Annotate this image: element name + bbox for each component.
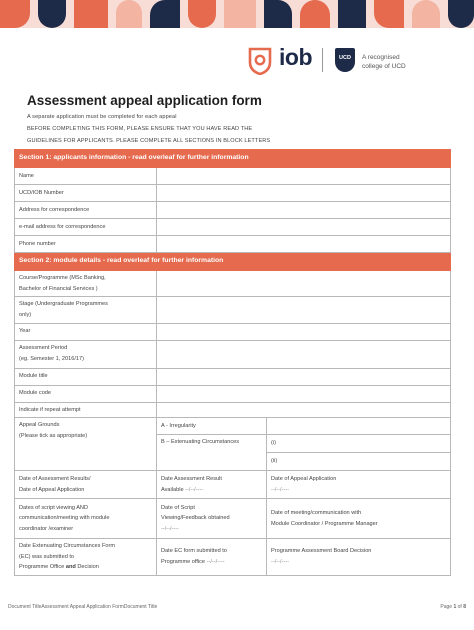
field-label: Module title [15,368,157,385]
result-available-date-field[interactable] [157,471,267,499]
banner-shape [338,0,366,28]
header-banner [0,0,474,28]
label-line: Date of Appeal Application [271,476,337,482]
section-header-row [15,253,451,271]
table-row [15,297,451,323]
table-row [15,385,451,402]
label-line: Date of Script [161,504,195,511]
banner-shape [150,0,180,28]
page-current: 1 [453,604,457,610]
field-label: e-mail address for correspondence [15,219,157,236]
field-label [15,471,157,499]
extenuating-ii-box[interactable]: (ii) [267,453,451,471]
banner-shape [224,0,256,28]
intro-text: BEFORE COMPLETING THIS FORM, PLEASE ENSURE THAT YOU HAVE READ THE [27,126,253,132]
meeting-date-field[interactable] [267,499,451,539]
intro-text: GUIDELINES FOR APPLICANTS. PLEASE COMPLETE ALL SECTIONS IN BLOCK LETTERS [27,138,271,144]
banner-shape [264,0,292,28]
assessment-period-input[interactable] [157,340,451,368]
label-line: Date of Appeal Application [19,486,85,493]
banner-shape [374,0,404,28]
board-decision-date-field[interactable] [267,539,451,576]
label-line: (eg. Semester 1, 2016/17) [19,356,84,362]
label-line: Programme office [161,559,206,566]
date-placeholder: --/--/---- [161,525,180,532]
logo-area [0,44,474,80]
field-label [15,297,157,323]
label-line: coordinator /examiner [19,525,74,532]
banner-shape [188,0,216,28]
table-row [15,271,451,297]
table-row [15,340,451,368]
footer-page-number [440,604,466,610]
repeat-attempt-input[interactable] [157,402,451,418]
address-input[interactable] [157,202,451,219]
course-input[interactable] [157,271,451,297]
banner-shape [0,0,30,28]
irregularity-tick-box[interactable] [267,418,451,435]
year-input[interactable] [157,323,451,340]
field-label: Indicate if repeat attempt [15,402,157,418]
table-row [15,323,451,340]
date-placeholder: --/--/---- [271,559,290,566]
section-2-heading: Section 2: module details - read overleaf for further information [15,253,451,271]
page-title: Assessment appeal application form [27,93,262,108]
label-line: communication/meeting with module [19,515,110,522]
table-row [15,185,451,202]
table-row [15,236,451,253]
module-code-input[interactable] [157,385,451,402]
extenuating-i-box[interactable]: (i) [267,435,451,453]
label-line: Programme Assessment Board Decision [271,548,372,555]
field-label [15,418,157,471]
label-line: Dates of script viewing AND [19,504,89,511]
label-line: Assessment Period [19,345,68,352]
date-placeholder: --/--/---- [271,486,290,493]
label-line: Date Assessment Result [161,476,222,482]
field-label: Module code [15,385,157,402]
phone-input[interactable] [157,236,451,253]
table-row [15,471,451,499]
table-row [15,368,451,385]
field-label [15,271,157,297]
iob-logo-text: iob [279,44,312,70]
field-label: Phone number [15,236,157,253]
module-title-input[interactable] [157,368,451,385]
recognised-college-text [362,53,406,71]
label-line: Decision [77,564,99,571]
table-row [15,418,451,435]
page-word: Page [440,604,453,610]
label-line: Stage (Undergraduate Programmes [19,301,108,308]
footer-document-title: Document TitleAssessment Appeal Application FormDocument Title [8,604,158,610]
label-line: Appeal Grounds [19,422,60,429]
recognised-line: college of UCD [362,63,406,70]
table-row [15,202,451,219]
section-header-row [15,150,451,168]
banner-shape [116,0,142,28]
iob-shield-icon [248,47,272,75]
name-input[interactable] [157,168,451,185]
label-line: Bachelor of Financial Services ) [19,285,98,292]
label-line: Viewing/Feedback obtained [161,515,230,522]
label-line: only) [19,311,32,318]
label-line: and [65,564,76,571]
table-row [15,499,451,539]
table-row [15,402,451,418]
label-line: Course/Programme (MSc Banking, [19,275,106,281]
banner-shape [300,0,330,28]
banner-shape [74,0,108,28]
email-input[interactable] [157,219,451,236]
recognised-line: A recognised [362,54,400,61]
intro-text: A separate application must be completed for each appeal [27,114,177,120]
table-row [15,168,451,185]
appeal-form-table [14,149,451,576]
appeal-application-date-field[interactable] [267,471,451,499]
field-label [15,340,157,368]
label-line: Date EC form submitted to [161,548,227,555]
label-line: Available [161,486,184,493]
ucd-crest-icon [335,48,355,72]
field-label: Address for correspondence [15,202,157,219]
label-line: Date of Assessment Results/ [19,476,91,482]
banner-shape [448,0,474,28]
of-word: of [457,604,462,610]
label-line: (Please tick as appropriate) [19,432,88,439]
label-line: (EC) was submitted to [19,553,75,560]
page-total: 8 [463,604,466,610]
ucd-crest-text: UCD [339,55,351,61]
extenuating-option[interactable]: B – Extenuating Circumstances [157,435,267,471]
banner-shape [38,0,66,28]
student-number-input[interactable] [157,185,451,202]
table-row [15,219,451,236]
date-placeholder: --/--/---- [206,559,225,566]
table-row [15,539,451,576]
ec-form-date-field[interactable] [157,539,267,576]
label-line: Date of meeting/communication with [271,510,362,516]
logo-divider [322,48,323,72]
field-label [15,499,157,539]
irregularity-option[interactable]: A - Irregularity [157,418,267,435]
field-label: Year [15,323,157,340]
section-1-heading: Section 1: applicants information - read overleaf for further information [15,150,451,168]
field-label: Name [15,168,157,185]
stage-input[interactable] [157,297,451,323]
label-line: Date Extenuating Circumstances Form [19,543,116,550]
script-viewing-date-field[interactable] [157,499,267,539]
label-line: Programme Office [19,564,65,571]
date-placeholder: --/--/---- [185,486,204,493]
field-label [15,539,157,576]
banner-shape [412,0,440,28]
field-label: UCD/IOB Number [15,185,157,202]
label-line: Module Coordinator / Programme Manager [271,520,378,527]
